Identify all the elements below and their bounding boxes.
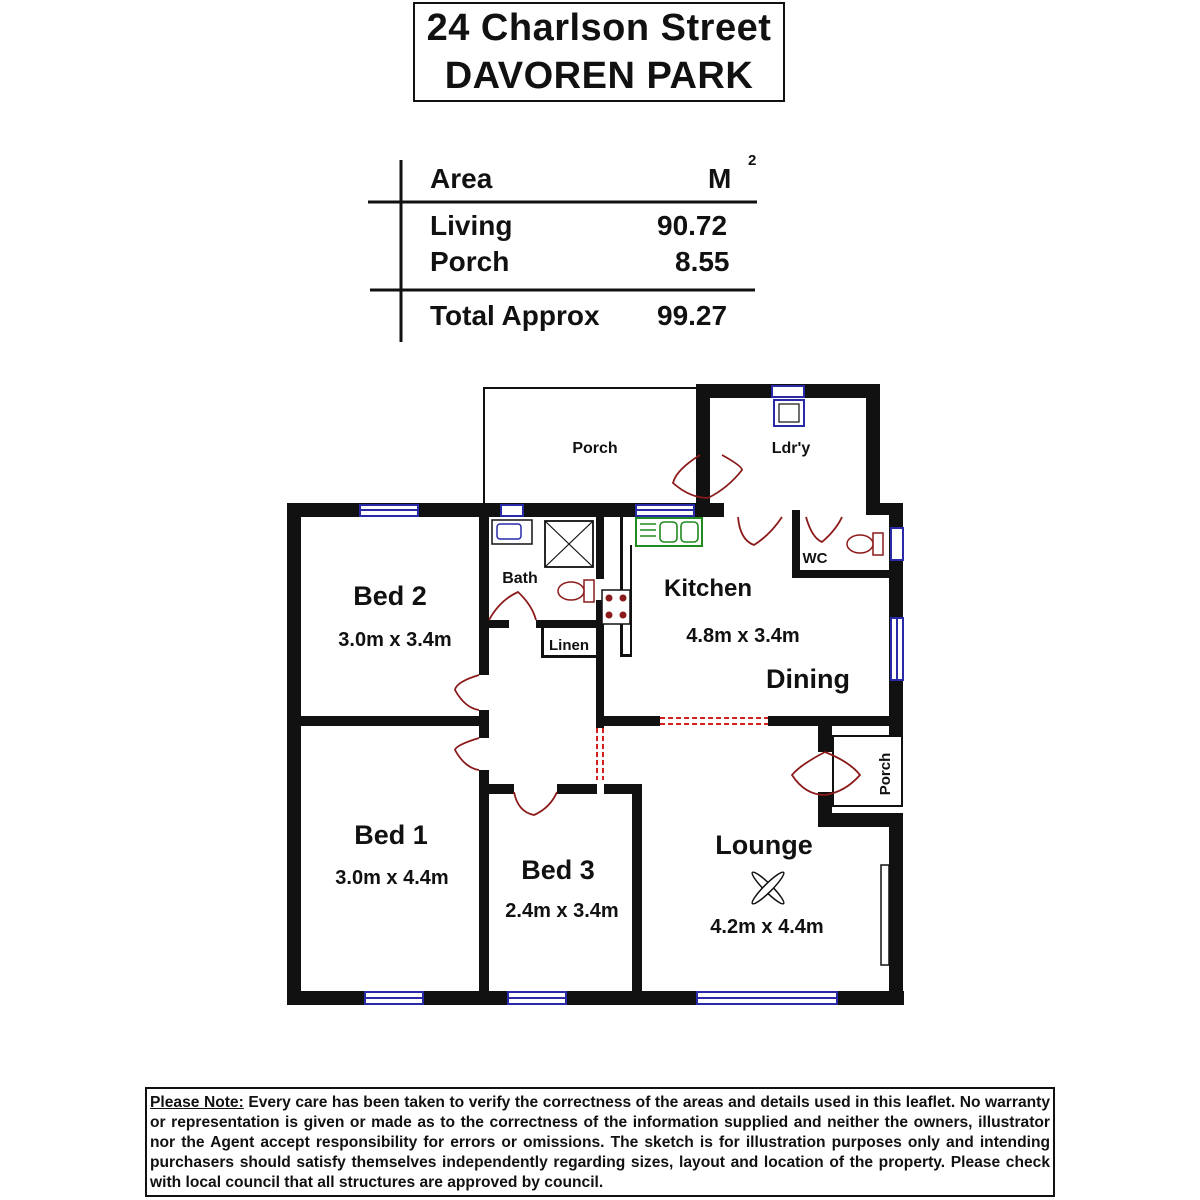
label-porch-top: Porch [572, 440, 618, 457]
label-wc: WC [802, 550, 828, 567]
label-linen: Linen [549, 637, 589, 654]
label-dining: Dining [766, 664, 850, 694]
label-bed3: Bed 3 [521, 855, 595, 885]
area-total-label: Total Approx [430, 300, 600, 331]
size-lounge: 4.2m x 4.4m [710, 916, 824, 938]
disclaimer-box [145, 1087, 1055, 1197]
door-bed1 [455, 738, 479, 770]
label-lounge: Lounge [715, 830, 813, 860]
label-bath: Bath [502, 570, 538, 587]
door-kitchen-laundry [738, 517, 782, 545]
ceiling-fan-icon [750, 870, 787, 907]
size-kitchen: 4.8m x 3.4m [686, 625, 800, 647]
address-street: 24 Charlson Street [426, 7, 772, 49]
open-doorways [597, 718, 768, 780]
windows [360, 386, 903, 1004]
door-bed2 [455, 675, 479, 710]
label-porch-side: Porch [877, 752, 894, 796]
window-wc [891, 528, 903, 560]
size-bed2: 3.0m x 3.4m [338, 629, 452, 651]
door-side-porch [792, 752, 825, 795]
area-header-unit: M [708, 163, 732, 194]
wc-toilet-icon [847, 533, 883, 555]
area-total-value: 99.27 [657, 300, 728, 331]
door-wc [806, 517, 842, 542]
cooktop-icon [602, 590, 630, 624]
door-bed3 [514, 792, 557, 815]
toilet-icon [558, 580, 594, 602]
kitchen-sink-icon [636, 518, 702, 546]
lounge-sliding-door [881, 865, 889, 965]
label-laundry: Ldr'y [771, 440, 811, 457]
disclaimer-heading: Please Note: [150, 1094, 244, 1111]
door-bath [489, 592, 536, 620]
address-suburb: DAVOREN PARK [444, 55, 754, 97]
area-row-porch-label: Porch [430, 246, 510, 277]
size-bed1: 3.0m x 4.4m [335, 867, 449, 889]
area-header-label: Area [430, 163, 493, 194]
area-row-living-value: 90.72 [657, 210, 728, 241]
label-bed2: Bed 2 [353, 581, 427, 611]
size-bed3: 2.4m x 3.4m [505, 900, 619, 922]
disclaimer-body: Every care has been taken to verify the correctness of the areas and details used in this leaflet. No warranty or representation is given or made as to the correctness of the information supplied and neither the owners, illustrator nor the Agent accept responsibility for errors or omissions. The sketch is for illustration purposes only and intending purchasers should satisfy themselves independently regarding sizes, layout and location of the property. Please check with local council that all structures are approved by council. [150, 1094, 1051, 1191]
area-header-unit-sup: 2 [748, 152, 757, 169]
window-laundry [772, 386, 804, 397]
window-bath [501, 505, 523, 516]
area-row-living-label: Living [430, 210, 513, 241]
label-kitchen: Kitchen [663, 575, 753, 602]
label-bed1: Bed 1 [354, 820, 428, 850]
area-row-porch-value: 8.55 [675, 246, 730, 277]
